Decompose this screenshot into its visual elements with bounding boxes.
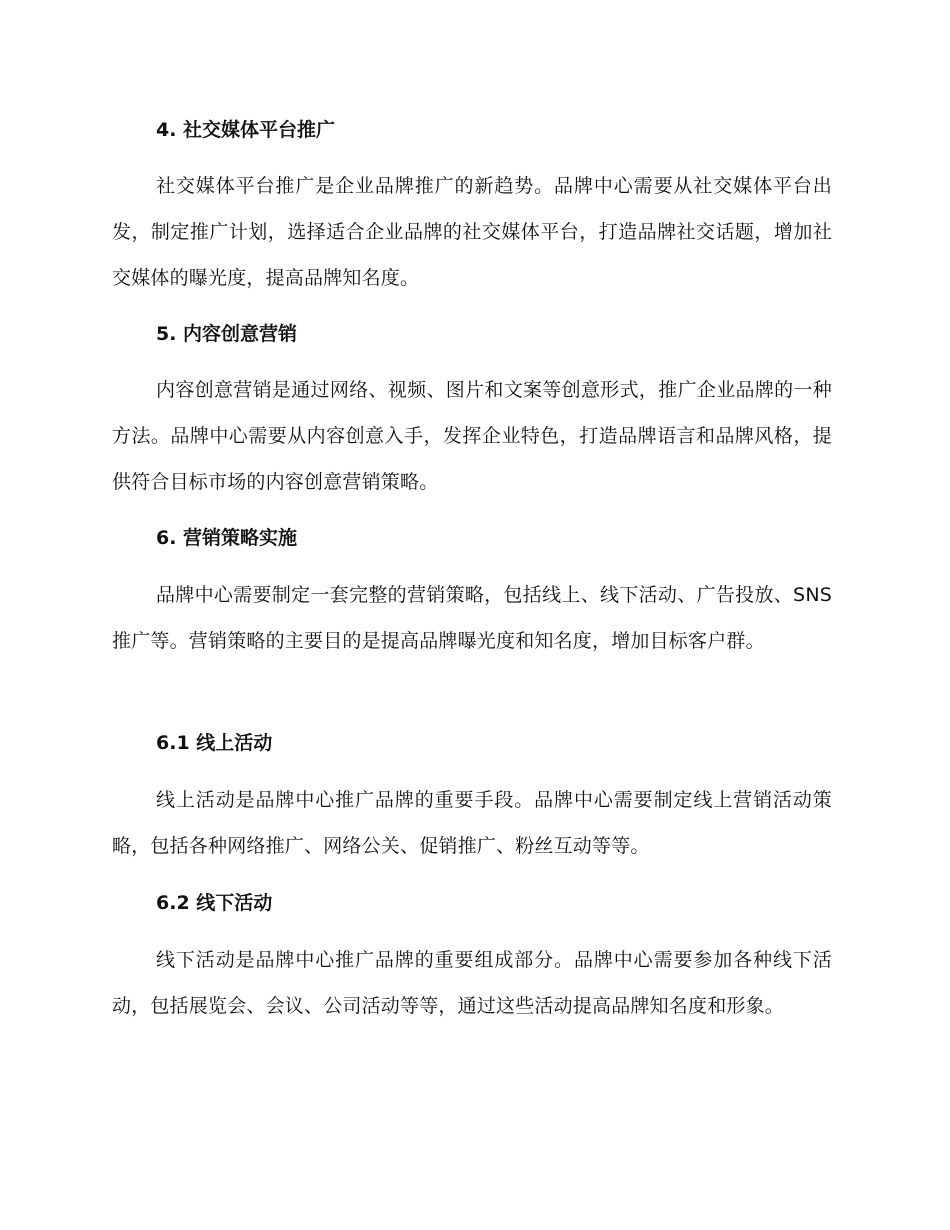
- section-paragraph: 社交媒体平台推广是企业品牌推广的新趋势。品牌中心需要从社交媒体平台出发，制定推广计划，选择适合企业品牌的社交媒体平台，打造品牌社交话题，增加社交媒体的曝光度，提高品牌知名度。: [112, 175, 832, 289]
- section-heading: 5. 内容创意营销: [156, 323, 298, 345]
- section-heading: 6. 营销策略实施: [156, 527, 298, 549]
- section-heading: 6.2 线下活动: [156, 892, 273, 914]
- section-heading: 4. 社交媒体平台推广: [156, 119, 336, 141]
- section-heading: 6.1 线上活动: [156, 732, 273, 754]
- section-paragraph: 线下活动是品牌中心推广品牌的重要组成部分。品牌中心需要参加各种线下活动，包括展览会、会议、公司活动等等，通过这些活动提高品牌知名度和形象。: [112, 949, 832, 1017]
- section-paragraph: 内容创意营销是通过网络、视频、图片和文案等创意形式，推广企业品牌的一种方法。品牌中心需要从内容创意入手，发挥企业特色，打造品牌语言和品牌风格，提供符合目标市场的内容创意营销策略。: [112, 379, 832, 493]
- section-paragraph: 线上活动是品牌中心推广品牌的重要手段。品牌中心需要制定线上营销活动策略，包括各种网络推广、网络公关、促销推广、粉丝互动等等。: [112, 789, 832, 857]
- section-paragraph: 品牌中心需要制定一套完整的营销策略，包括线上、线下活动、广告投放、SNS 推广等。营销策略的主要目的是提高品牌曝光度和知名度，增加目标客户群。: [112, 584, 832, 652]
